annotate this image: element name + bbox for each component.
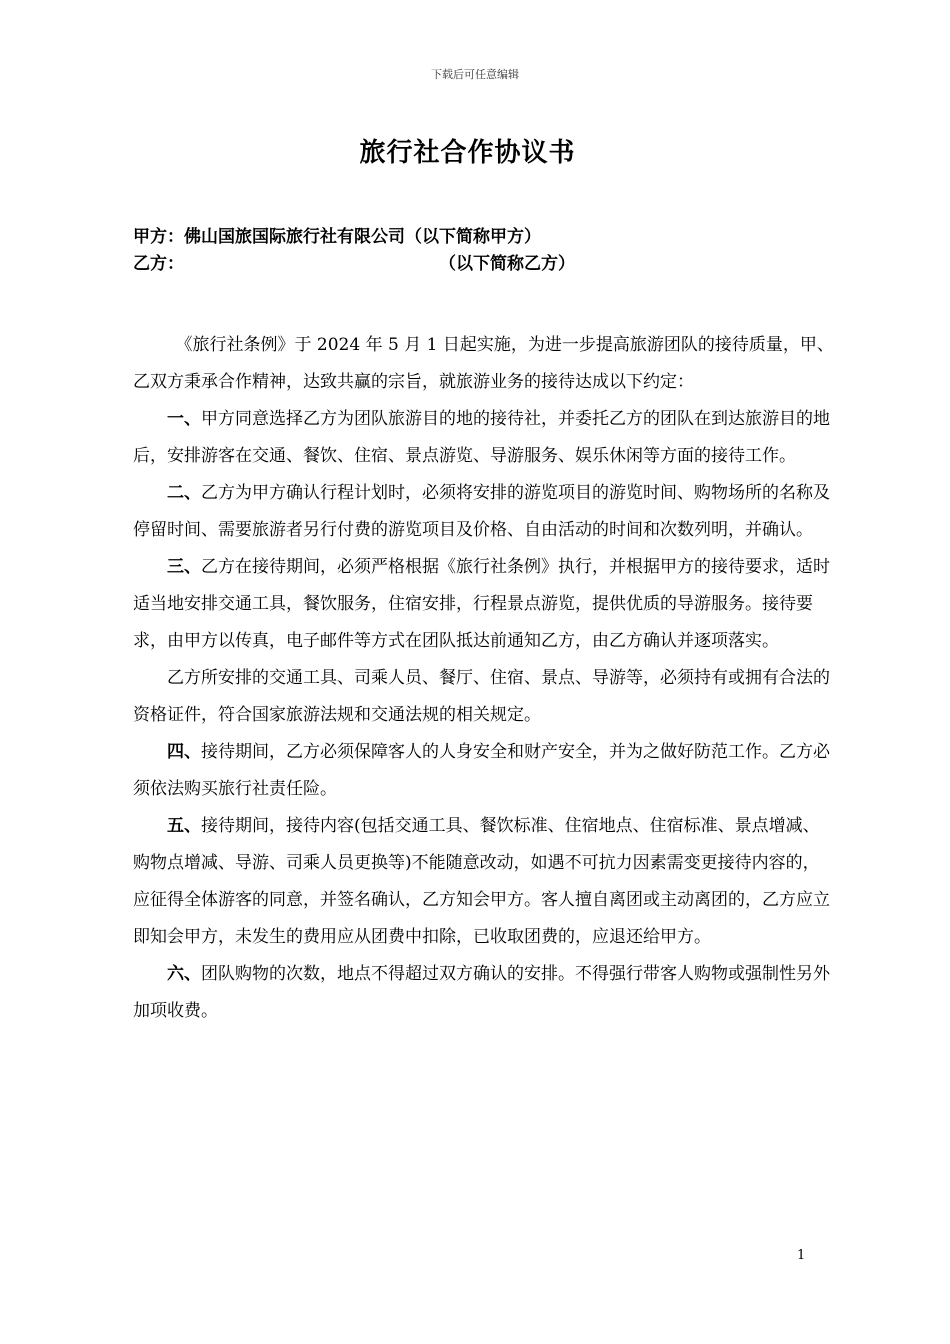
clause-2 [133,475,835,549]
party-b-note: （以下简称乙方） [439,254,575,274]
clause-4 [133,734,835,808]
document-title: 旅行社合作协议书 [359,138,576,168]
clause-2-number: 二、 [167,483,201,503]
clause-4-text: 接待期间，乙方必须保障客人的人身安全和财产安全，并为之做好防范工作。乙方必须依法购买旅行社责任险。 [133,742,830,799]
intro-text: 《旅行社条例》于 2024 年 5 月 1 日起实施，为进一步提高旅游团队的接待质量，甲、乙双方秉承合作精神，达致共赢的宗旨，就旅游业务的接待达成以下约定： [133,335,834,392]
clause-1 [133,401,835,475]
clause-3-supplement-text: 乙方所安排的交通工具、司乘人员、餐厅、住宿、景点、导游等，必须持有或拥有合法的资格证件，符合国家旅游法规和交通法规的相关规定。 [133,668,830,725]
agreement-body [133,327,835,1030]
clause-6-number: 六、 [167,964,201,984]
clause-3-supplement [133,660,835,734]
page-number: 1 [797,1248,806,1263]
clause-4-number: 四、 [167,742,201,762]
parties-block [133,224,833,278]
party-b-line [133,251,833,278]
clause-3 [133,549,835,660]
clause-1-text: 甲方同意选择乙方为团队旅游目的地的接待社，并委托乙方的团队在到达旅游目的地后，安排游客在交通、餐饮、住宿、景点游览、导游服务、娱乐休闲等方面的接待工作。 [133,409,830,466]
clause-5-number: 五、 [167,816,201,836]
clause-2-text: 乙方为甲方确认行程计划时，必须将安排的游览项目的游览时间、购物场所的名称及停留时间、需要旅游者另行付费的游览项目及价格、自由活动的时间和次数列明，并确认。 [133,483,830,540]
clause-6-text: 团队购物的次数，地点不得超过双方确认的安排。不得强行带客人购物或强制性另外加项收费。 [133,964,830,1021]
intro-paragraph [133,327,835,401]
header-note: 下载后可任意编辑 [431,68,519,81]
clause-5 [133,808,835,956]
party-b-label: 乙方： [133,254,184,274]
clause-3-number: 三、 [167,557,201,577]
clause-5-text: 接待期间，接待内容(包括交通工具、餐饮标准、住宿地点、住宿标准、景点增减、购物点增减、导游、司乘人员更换等)不能随意改动，如遇不可抗力因素需变更接待内容的，应征得全体游客的同意，并签名确认，乙方知会甲方。客人擅自离团或主动离团的，乙方应立即知会甲方，未发生的费用应从团费中扣除，已收取团费的，应退还给甲方。 [133,816,830,947]
clause-6 [133,956,835,1030]
clause-3-text: 乙方在接待期间，必须严格根据《旅行社条例》执行，并根据甲方的接待要求，适时适当地安排交通工具，餐饮服务，住宿安排，行程景点游览，提供优质的导游服务。接待要求，由甲方以传真，电子邮件等方式在团队抵达前通知乙方，由乙方确认并逐项落实。 [133,557,830,651]
clause-1-number: 一、 [167,409,201,429]
party-a-line: 甲方：佛山国旅国际旅行社有限公司（以下简称甲方） [133,227,541,247]
